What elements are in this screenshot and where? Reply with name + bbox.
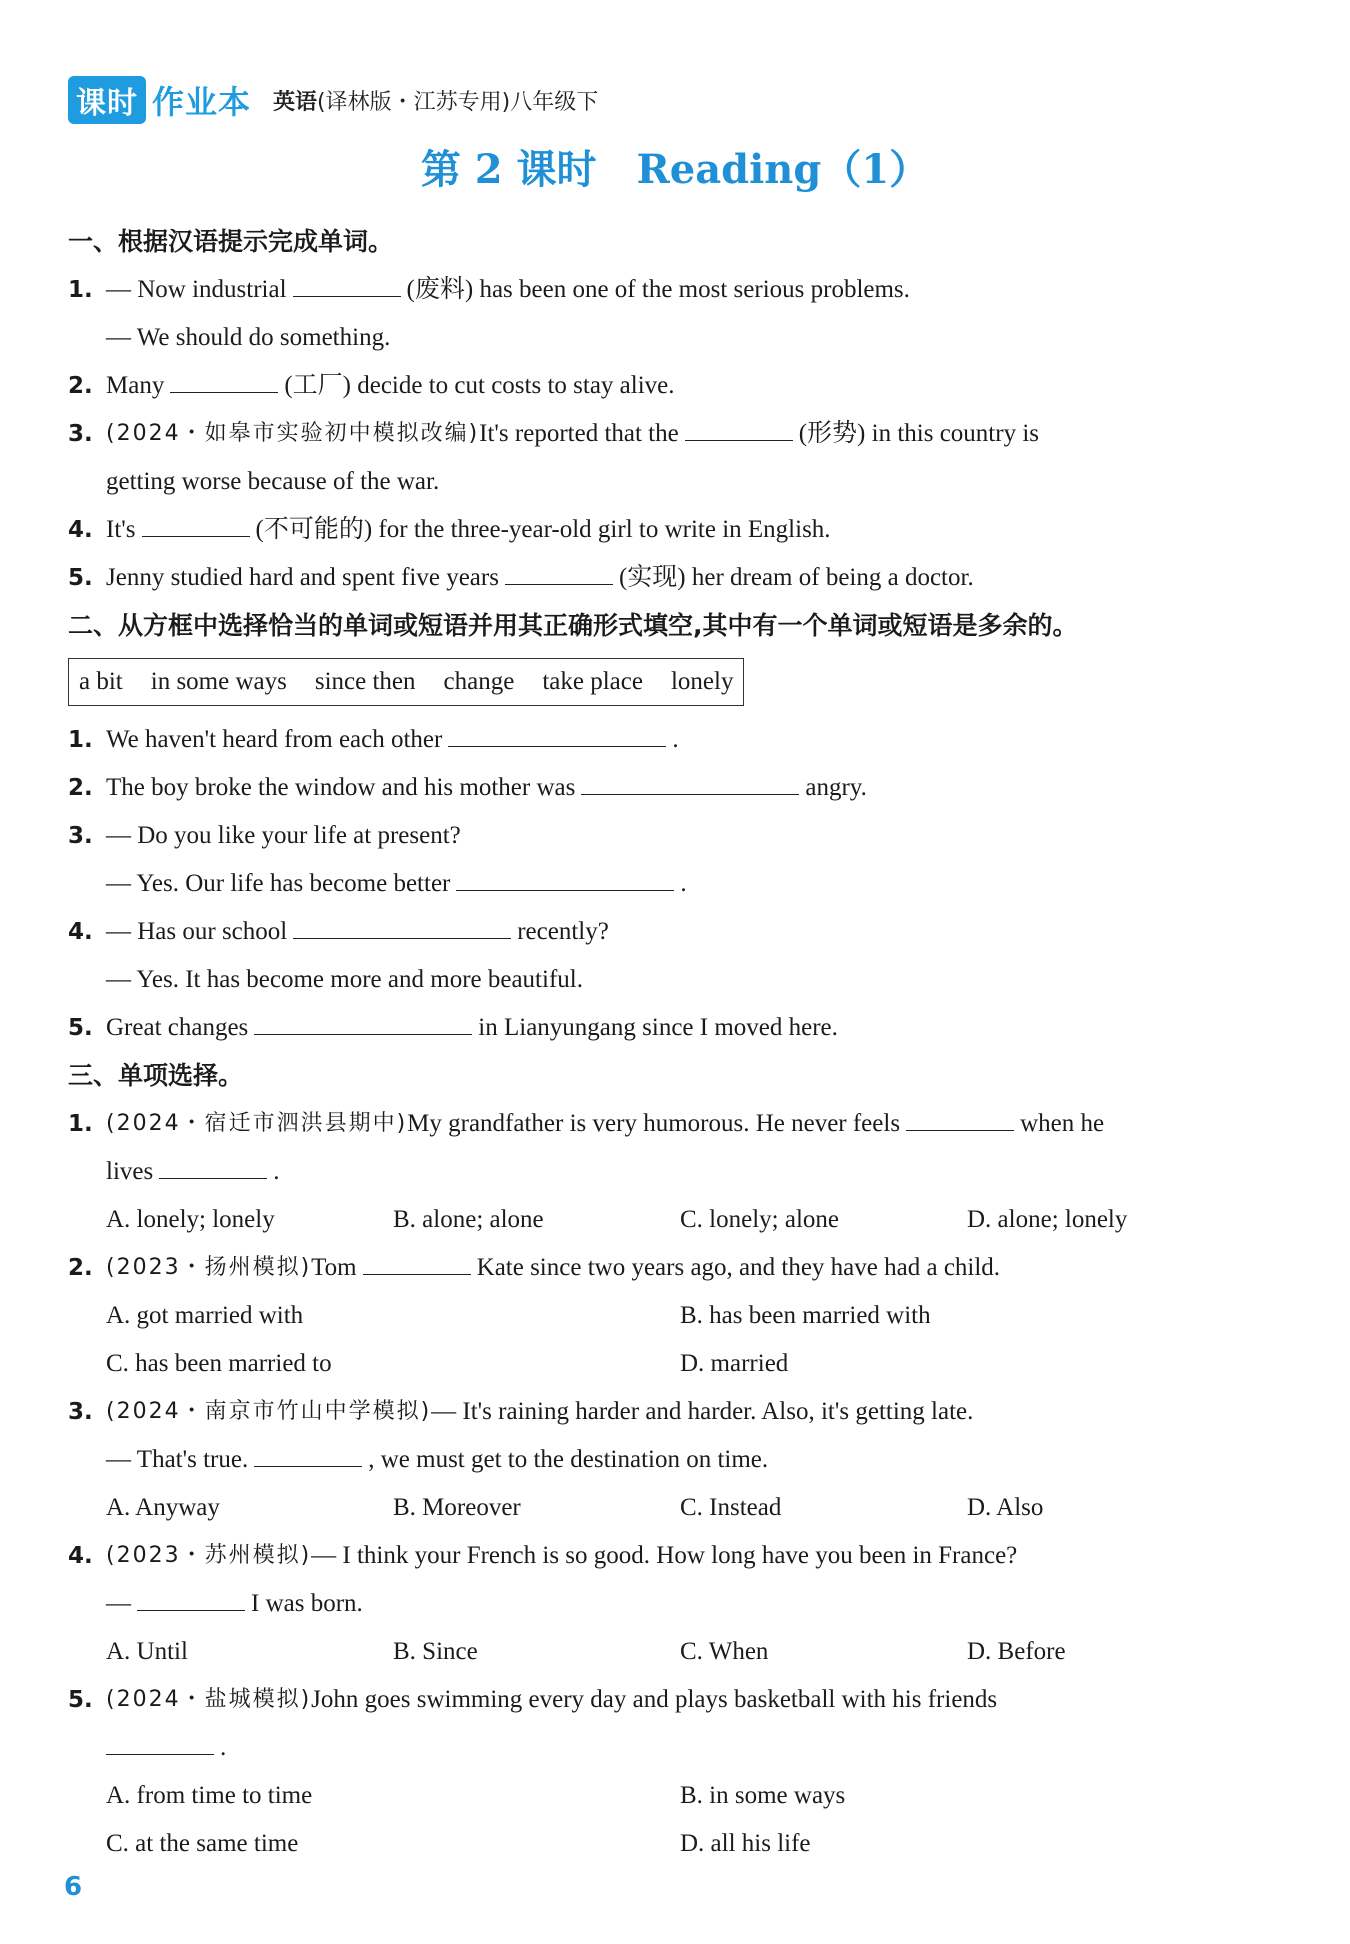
answer-blank[interactable] [254,1436,362,1467]
answer-blank[interactable] [137,1580,245,1611]
s3-q2-options-row1 [68,1292,1268,1340]
option-d[interactable]: D. alone; lonely [967,1206,1128,1233]
s3-q2-text-b: Kate since two years ago, and they have had a child. [476,1254,1001,1281]
answer-blank[interactable] [448,716,666,747]
q-num: 2. [68,775,93,801]
option-d[interactable]: D. Also [967,1494,1044,1521]
s3-q1-cont [68,1148,1268,1196]
s1-q1-text-c: — We should do something. [106,324,391,351]
s3-q5-options-row2 [68,1820,1268,1868]
s3-q1-options [68,1196,1268,1244]
section3-heading: 三、单项选择。 [68,1061,244,1090]
option-a[interactable]: A. from time to time [106,1782,313,1809]
question-source: (2023・苏州模拟) [106,1543,312,1568]
answer-blank[interactable] [906,1100,1014,1131]
edition: (译林版・江苏专用)八年级下 [317,89,599,115]
s2-q2-text-a: The boy broke the window and his mother was [106,774,576,801]
option-d[interactable]: D. Before [967,1638,1066,1665]
q-num: 4. [68,1543,93,1569]
s1-q5-text-b: (实现) her dream of being a doctor. [618,564,974,591]
option-b[interactable]: B. has been married with [680,1302,931,1329]
s3-q5-text-b: . [220,1734,227,1761]
s3-q4-options [68,1628,1268,1676]
answer-blank[interactable] [159,1148,267,1179]
question-source: (2024・南京市竹山中学模拟) [106,1399,432,1424]
s1-q2-text-b: (工厂) decide to cut costs to stay alive. [284,372,675,399]
word-option: a bit [79,668,123,695]
s2-q2 [68,764,1268,812]
q-num: 3. [68,823,93,849]
book-header [68,80,598,120]
word-option: take place [542,668,643,695]
word-option: lonely [670,668,734,695]
question-source: (2023・扬州模拟) [106,1255,312,1280]
s3-q1 [68,1100,1268,1148]
s2-q4-reply [68,956,1268,1004]
option-a[interactable]: A. got married with [106,1302,304,1329]
content [68,218,1268,1868]
s3-q4-text-c: I was born. [251,1590,363,1617]
option-a[interactable]: A. Until [106,1638,188,1665]
option-b[interactable]: B. in some ways [680,1782,846,1809]
s1-q4-text-a: It's [106,516,136,543]
s2-q4-text-c: — Yes. It has become more and more beautiful. [106,966,583,993]
q-num: 5. [68,565,93,591]
q-num: 3. [68,421,93,447]
option-d[interactable]: D. all his life [680,1830,811,1857]
s3-q3-reply [68,1436,1268,1484]
s3-q1-text-a: My grandfather is very humorous. He never feels [407,1110,901,1137]
s3-q3-text-a: — It's raining harder and harder. Also, it's getting late. [431,1398,974,1425]
s2-q3-text-c: . [680,870,687,897]
answer-blank[interactable] [456,860,674,891]
answer-blank[interactable] [106,1724,214,1755]
s2-q5 [68,1004,1268,1052]
s1-q4-text-b: (不可能的) for the three-year-old girl to write in English. [255,516,831,543]
s2-q3-text-a: — Do you like your life at present? [106,822,461,849]
s3-q3-text-c: , we must get to the destination on time. [368,1446,769,1473]
s1-q5 [68,554,1268,602]
s1-q3-text-a: It's reported that the [479,420,679,447]
s2-q3-text-b: — Yes. Our life has become better [106,870,451,897]
lesson-label: 第 2 课时 [420,146,597,193]
q-num: 4. [68,517,93,543]
option-a[interactable]: A. Anyway [106,1494,220,1521]
answer-blank[interactable] [505,554,613,585]
s3-q4 [68,1532,1268,1580]
s1-q3 [68,410,1268,458]
subject: 英语 [273,89,318,115]
option-c[interactable]: C. When [680,1638,769,1665]
s3-q4-reply [68,1580,1268,1628]
s1-q5-text-a: Jenny studied hard and spent five years [106,564,499,591]
question-source: (2024・宿迁市泗洪县期中) [106,1111,408,1136]
s2-q4-text-b: recently? [517,918,609,945]
section2-heading: 二、从方框中选择恰当的单词或短语并用其正确形式填空,其中有一个单词或短语是多余的。 [68,611,1078,640]
s3-q4-text-a: — I think your French is so good. How long have you been in France? [311,1542,1018,1569]
answer-blank[interactable] [170,362,278,393]
option-b[interactable]: B. Since [393,1638,478,1665]
s3-q3-options [68,1484,1268,1532]
s3-q3-text-b: — That's true. [106,1446,249,1473]
s1-q3-text-c: getting worse because of the war. [106,468,440,495]
logo-box: 课时 [68,76,146,124]
s3-q5-text-a: John goes swimming every day and plays basketball with his friends [311,1686,998,1713]
s3-q1-text-c: lives [106,1158,154,1185]
option-b[interactable]: B. alone; alone [393,1206,544,1233]
lesson-topic: Reading（1） [636,146,930,193]
option-d[interactable]: D. married [680,1350,789,1377]
q-num: 1. [68,277,93,303]
q-num: 5. [68,1687,93,1713]
answer-blank[interactable] [254,1004,472,1035]
s3-q4-text-b: — [106,1590,131,1617]
option-b[interactable]: B. Moreover [393,1494,521,1521]
s1-q3-cont [68,458,1268,506]
option-c[interactable]: C. Instead [680,1494,782,1521]
s2-q3 [68,812,1268,860]
word-box [68,658,744,706]
question-source: (2024・如皋市实验初中模拟改编) [106,421,480,446]
s2-q4-text-a: — Has our school [106,918,288,945]
s2-q5-text-b: in Lianyungang since I moved here. [478,1014,838,1041]
word-option: in some ways [150,668,287,695]
q-num: 5. [68,1015,93,1041]
s2-q1 [68,716,1268,764]
s2-q5-text-a: Great changes [106,1014,249,1041]
s3-q1-text-d: . [273,1158,280,1185]
s3-q3 [68,1388,1268,1436]
s2-q4 [68,908,1268,956]
s1-q1-text-a: — Now industrial [106,276,287,303]
logo-text: 作业本 [152,83,252,121]
s2-q2-text-b: angry. [805,774,867,801]
s1-q3-text-b: (形势) in this country is [798,420,1039,447]
q-num: 1. [68,1111,93,1137]
s2-q1-text-a: We haven't heard from each other [106,726,443,753]
option-c[interactable]: C. has been married to [106,1350,332,1377]
page-title [0,138,1350,195]
s1-q2-text-a: Many [106,372,165,399]
option-a[interactable]: A. lonely; lonely [106,1206,275,1233]
s3-q5-options-row1 [68,1772,1268,1820]
word-option: change [443,668,515,695]
answer-blank[interactable] [293,908,511,939]
book-info [273,85,598,116]
s3-q1-text-b: when he [1020,1110,1105,1137]
s1-q1-text-b: (废料) has been one of the most serious problems. [406,276,910,303]
answer-blank[interactable] [363,1244,471,1275]
answer-blank[interactable] [581,764,799,795]
s3-q5 [68,1676,1268,1724]
q-num: 4. [68,919,93,945]
s3-q2-options-row2 [68,1340,1268,1388]
option-c[interactable]: C. at the same time [106,1830,299,1857]
q-num: 2. [68,1255,93,1281]
s3-q2 [68,1244,1268,1292]
q-num: 2. [68,373,93,399]
section1-heading: 一、根据汉语提示完成单词。 [68,227,394,256]
page-number: 6 [64,1872,83,1902]
s2-q3-reply [68,860,1268,908]
s3-q5-cont [68,1724,1268,1772]
answer-blank[interactable] [685,410,793,441]
answer-blank[interactable] [293,266,401,297]
s1-q2 [68,362,1268,410]
q-num: 3. [68,1399,93,1425]
s2-q1-text-b: . [672,726,679,753]
option-c[interactable]: C. lonely; alone [680,1206,839,1233]
answer-blank[interactable] [142,506,250,537]
word-option: since then [314,668,416,695]
s3-q2-text-a: Tom [311,1254,357,1281]
question-source: (2024・盐城模拟) [106,1687,312,1712]
s1-q4 [68,506,1268,554]
s1-q1-reply [68,314,1268,362]
s1-q1 [68,266,1268,314]
q-num: 1. [68,727,93,753]
